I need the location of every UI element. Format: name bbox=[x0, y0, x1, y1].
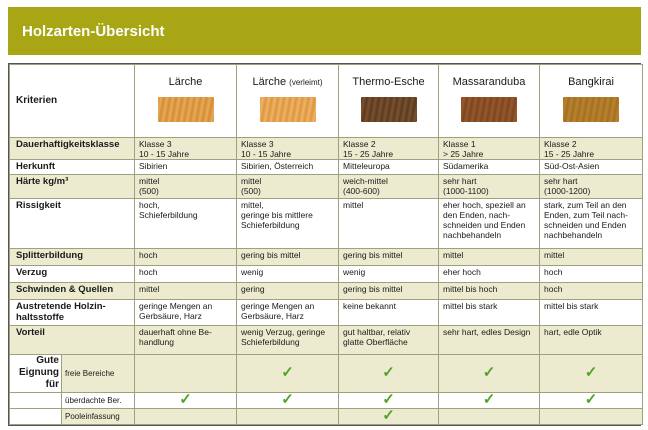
checkmark-icon: ✓ bbox=[237, 392, 339, 408]
criteria-label: Schwinden & Quellen bbox=[10, 282, 135, 299]
wood-name bbox=[544, 76, 638, 89]
criteria-row bbox=[10, 137, 643, 159]
suitability-area-label: überdachte Ber. bbox=[65, 395, 122, 405]
criteria-value-cell: wenig Verzug, geringe Schieferbildung bbox=[237, 326, 339, 355]
criteria-value-cell: mittel bbox=[540, 249, 643, 265]
criteria-value-cell: keine bekannt bbox=[339, 299, 439, 325]
wood-swatch-image bbox=[563, 97, 619, 122]
wood-comparison-table-container bbox=[8, 63, 641, 426]
criteria-value-cell: gut haltbar, relativ glatte Oberfläche bbox=[339, 326, 439, 355]
page-title: Holzarten-Übersicht bbox=[22, 22, 165, 40]
suitability-heading bbox=[10, 393, 62, 408]
criteria-row bbox=[10, 326, 643, 355]
empty-suitability-cell bbox=[135, 408, 237, 424]
table-body bbox=[10, 65, 643, 425]
criteria-value-cell: mittel bbox=[135, 282, 237, 299]
criteria-value-cell: Süd-Ost-Asien bbox=[540, 159, 643, 174]
checkmark-icon: ✓ bbox=[439, 355, 540, 392]
criteria-label: Splitterbildung bbox=[10, 249, 135, 265]
criteria-label: Herkunft bbox=[10, 159, 135, 174]
criteria-value-cell: Südamerika bbox=[439, 159, 540, 174]
criteria-value-cell: gering bis mittel bbox=[339, 249, 439, 265]
checkmark-icon: ✓ bbox=[339, 355, 439, 392]
criteria-row bbox=[10, 159, 643, 174]
criteria-row bbox=[10, 282, 643, 299]
criteria-value-cell: eher hoch bbox=[439, 265, 540, 282]
criteria-label: Rissigkeit bbox=[10, 199, 135, 249]
wood-name-text: Thermo-Esche bbox=[352, 76, 425, 88]
criteria-value-cell: Klasse 3 10 - 15 Jahre bbox=[135, 137, 237, 159]
wood-name-text: Lärche bbox=[168, 76, 203, 88]
checkmark-icon: ✓ bbox=[439, 392, 540, 408]
checkmark-icon: ✓ bbox=[237, 355, 339, 392]
criteria-value-cell: Klasse 3 10 - 15 Jahre bbox=[237, 137, 339, 159]
suitability-label-cell bbox=[10, 355, 135, 392]
suitability-label-cell bbox=[10, 408, 135, 424]
criteria-value-cell: geringe Mengen an Gerbsäure, Harz bbox=[237, 299, 339, 325]
criteria-value-cell: hoch bbox=[135, 265, 237, 282]
criteria-value-cell: Sibirien bbox=[135, 159, 237, 174]
criteria-label: Vorteil bbox=[10, 326, 135, 355]
criteria-value-cell: mittel bbox=[339, 199, 439, 249]
criteria-value-cell: stark, zum Teil an den Enden, zum Teil nach- schneiden und Enden nachbehandeln bbox=[540, 199, 643, 249]
criteria-value-cell: sehr hart (1000-1200) bbox=[540, 174, 643, 198]
wood-name bbox=[343, 76, 434, 89]
checkmark-icon: ✓ bbox=[339, 392, 439, 408]
empty-suitability-cell bbox=[237, 408, 339, 424]
criteria-row bbox=[10, 199, 643, 249]
wood-column-header bbox=[540, 65, 643, 138]
wood-name-suffix: (verleimt) bbox=[289, 78, 323, 87]
wood-swatch-image bbox=[260, 97, 316, 122]
empty-suitability-cell bbox=[439, 408, 540, 424]
criteria-value-cell: hoch, Schieferbildung bbox=[135, 199, 237, 249]
criteria-label: Austretende Holzin- haltsstoffe bbox=[10, 299, 135, 325]
suitability-row bbox=[10, 408, 643, 424]
criteria-label: Verzug bbox=[10, 265, 135, 282]
criteria-value-cell: sehr hart (1000-1100) bbox=[439, 174, 540, 198]
criteria-label: Dauerhaftigkeitsklasse bbox=[10, 137, 135, 159]
wood-column-header bbox=[135, 65, 237, 138]
criteria-value-cell: dauerhaft ohne Be- handlung bbox=[135, 326, 237, 355]
wood-name-text: Bangkirai bbox=[568, 76, 614, 88]
criteria-value-cell: weich-mittel (400-600) bbox=[339, 174, 439, 198]
criteria-value-cell: eher hoch, speziell an den Enden, nach- schneiden und Enden nachbehandeln bbox=[439, 199, 540, 249]
criteria-value-cell: Klasse 2 15 - 25 Jahre bbox=[540, 137, 643, 159]
criteria-value-cell: gering bis mittel bbox=[339, 282, 439, 299]
criteria-header: Kriterien bbox=[10, 65, 135, 138]
wood-name bbox=[241, 76, 334, 89]
wood-swatch-image bbox=[158, 97, 214, 122]
criteria-value-cell: gering bbox=[237, 282, 339, 299]
criteria-row bbox=[10, 299, 643, 325]
criteria-label: Härte kg/m³ bbox=[10, 174, 135, 198]
wood-swatch-image bbox=[461, 97, 517, 122]
criteria-value-cell: hoch bbox=[135, 249, 237, 265]
wood-column-header bbox=[439, 65, 540, 138]
suitability-area-label: freie Bereiche bbox=[65, 368, 115, 378]
wood-name bbox=[139, 76, 232, 89]
criteria-value-cell: mittel bis stark bbox=[439, 299, 540, 325]
criteria-value-cell: Mitteleuropa bbox=[339, 159, 439, 174]
criteria-value-cell: hart, edle Optik bbox=[540, 326, 643, 355]
criteria-value-cell: mittel (500) bbox=[135, 174, 237, 198]
criteria-value-cell: Klasse 1 > 25 Jahre bbox=[439, 137, 540, 159]
criteria-value-cell: wenig bbox=[339, 265, 439, 282]
suitability-heading bbox=[10, 409, 62, 424]
empty-suitability-cell bbox=[135, 355, 237, 392]
criteria-value-cell: mittel (500) bbox=[237, 174, 339, 198]
criteria-row bbox=[10, 265, 643, 282]
criteria-value-cell: mittel, geringe bis mittlere Schieferbildung bbox=[237, 199, 339, 249]
suitability-area-label: Pooleinfassung bbox=[65, 411, 120, 421]
checkmark-icon: ✓ bbox=[339, 408, 439, 424]
wood-name-text: Lärche bbox=[252, 76, 287, 88]
suitability-label-cell bbox=[10, 392, 135, 408]
criteria-value-cell: sehr hart, edles Design bbox=[439, 326, 540, 355]
suitability-heading: Gute Eignung für bbox=[10, 355, 62, 391]
criteria-value-cell: Klasse 2 15 - 25 Jahre bbox=[339, 137, 439, 159]
checkmark-icon: ✓ bbox=[540, 392, 643, 408]
criteria-row bbox=[10, 174, 643, 198]
checkmark-icon: ✓ bbox=[135, 392, 237, 408]
criteria-value-cell: geringe Mengen an Gerbsäure, Harz bbox=[135, 299, 237, 325]
criteria-value-cell: wenig bbox=[237, 265, 339, 282]
criteria-value-cell: mittel bis hoch bbox=[439, 282, 540, 299]
criteria-value-cell: mittel bbox=[439, 249, 540, 265]
suitability-row bbox=[10, 355, 643, 392]
wood-name bbox=[443, 76, 535, 89]
header-row bbox=[10, 65, 643, 138]
empty-suitability-cell bbox=[540, 408, 643, 424]
wood-comparison-table bbox=[9, 64, 643, 425]
wood-column-header bbox=[339, 65, 439, 138]
suitability-row bbox=[10, 392, 643, 408]
criteria-value-cell: Sibirien, Österreich bbox=[237, 159, 339, 174]
page-title-banner bbox=[8, 7, 641, 55]
criteria-row bbox=[10, 249, 643, 265]
criteria-value-cell: mittel bis stark bbox=[540, 299, 643, 325]
checkmark-icon: ✓ bbox=[540, 355, 643, 392]
wood-name-text: Massaranduba bbox=[452, 76, 526, 88]
wood-swatch-image bbox=[361, 97, 417, 122]
criteria-value-cell: hoch bbox=[540, 282, 643, 299]
criteria-value-cell: gering bis mittel bbox=[237, 249, 339, 265]
wood-column-header bbox=[237, 65, 339, 138]
criteria-value-cell: hoch bbox=[540, 265, 643, 282]
